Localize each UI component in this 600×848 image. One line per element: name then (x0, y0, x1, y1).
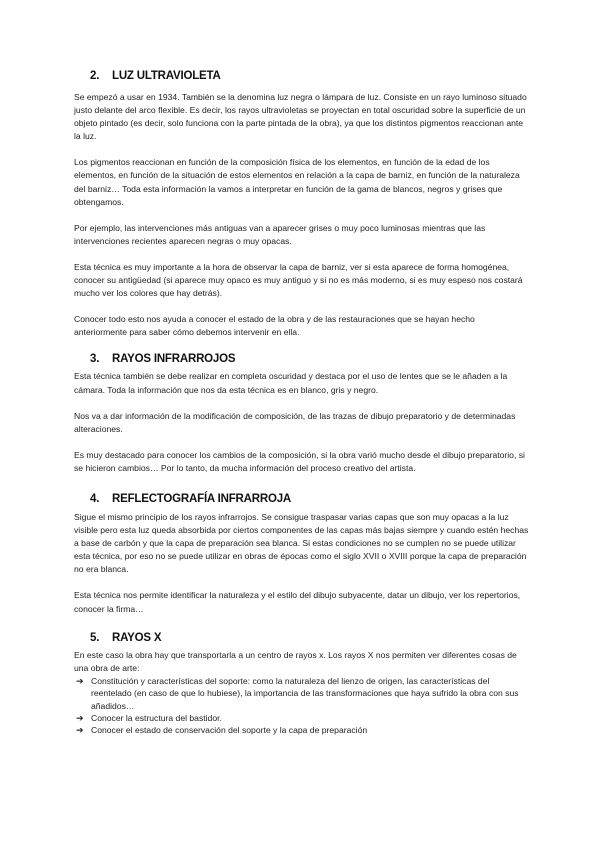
bullet-list (74, 675, 530, 737)
paragraph: Sigue el mismo principio de los rayos infrarrojos. Se consigue traspasar varias capas que son muy opacas a la luz visible pero esta luz queda absorbida por ciertos componentes de las capas más bajas siempre y cuando estén hechas a base de carbón y que la capa de preparación sea blanca. Si estas condiciones no se cumplen no se puede utilizar esta técnica, por eso no se puede utilizar en obras de épocas como el siglo XVII o XVIII porque la capa de preparación no era blanca. (74, 511, 529, 575)
paragraph: En este caso la obra hay que transportarla a un centro de rayos x. Los rayos X nos permiten ver diferentes cosas de una obra de arte: (74, 649, 517, 673)
section-heading (74, 70, 530, 82)
list-item (74, 724, 530, 736)
paragraph: Nos va a dar información de la modificación de composición, de las trazas de dibujo preparatorio y de determinadas alteraciones. (74, 410, 516, 434)
list-item (74, 675, 530, 712)
right-arrow-icon: ➔ (76, 675, 84, 686)
section-number: 5. (90, 631, 100, 644)
paragraph: Esta técnica también se debe realizar en completa oscuridad y destaca por el uso de lentes que se le añaden a la cámara. Toda la información que nos da esta técnica es en blanco, gris y negro. (74, 371, 508, 395)
paragraph: Esta técnica nos permite identificar la naturaleza y el estilo del dibujo subyacente, datar un dibujo, ver los repertorios, conocer la firma… (74, 590, 521, 614)
list-item-text: Conocer el estado de conservación del soporte y la capa de preparación (91, 725, 368, 736)
paragraph: Conocer todo esto nos ayuda a conocer el estado de la obra y de las restauraciones que se hayan hecho anteriormente para saber cómo debemos intervenir en ella. (74, 314, 475, 338)
section-title: RAYOS INFRARROJOS (112, 353, 236, 366)
paragraph: Es muy destacado para conocer los cambios de la composición, si la obra varió mucho desde el dibujo preparatorio, si se hicieron cambios… Por lo tanto, da mucha información del proceso creativo del artista. (74, 449, 525, 473)
section-title: RAYOS X (112, 631, 162, 644)
section-heading (74, 632, 530, 644)
section-title: REFLECTOGRAFÍA INFRARROJA (112, 492, 292, 505)
right-arrow-icon: ➔ (76, 713, 84, 724)
paragraph: Los pigmentos reaccionan en función de la composición física de los elementos, en función de la edad de los elementos, en función de la situación de estos elementos en relación a la capa de barniz, en función de la naturaleza del barniz… Toda esta información la vamos a interpretar en función de la gama de blancos, negros y grises que obtengamos. (74, 157, 520, 207)
list-item (74, 712, 530, 724)
right-arrow-icon: ➔ (76, 725, 84, 736)
paragraph: Por ejemplo, las intervenciones más antiguas van a aparecer grises o muy poco luminosas mientras que las intervenciones recientes aparecen negras o muy opacas. (74, 222, 486, 246)
section-title: LUZ ULTRAVIOLETA (112, 70, 221, 82)
list-item-text: Conocer la estructura del bastidor. (91, 713, 222, 724)
section-heading (74, 493, 530, 505)
paragraph: Se empezó a usar en 1934. También se la denomina luz negra o lámpara de luz. Consiste en un rayo luminoso situado justo delante del arco flexible. Es decir, los rayos ultravioletas se proyectan en total oscuridad sobre la superficie de un objeto pintado (es decir, solo funciona con la parte pintada de la obra), ya que los distintos pigmentos reaccionan ante la luz. (74, 92, 527, 142)
section-number: 4. (90, 492, 100, 505)
paragraph: Esta técnica es muy importante a la hora de observar la capa de barniz, ver si esta aparece de forma homogénea, conocer su antigüedad (si aparece muy opaco es muy antiguo y si no es más moderno, si es muy espeso nos costará mucho ver los colores que hay detrás). (74, 261, 523, 299)
section-number: 2. (90, 70, 100, 82)
document-content (74, 70, 530, 737)
section-heading (74, 353, 530, 365)
list-item-text: Constitución y características del soporte: como la naturaleza del lienzo de origen, las características del reentelado (en caso de que lo hubiese), la importancia de las transformaciones que haya sufrido la obra con sus añadidos… (91, 675, 519, 711)
section-number: 3. (90, 353, 100, 366)
